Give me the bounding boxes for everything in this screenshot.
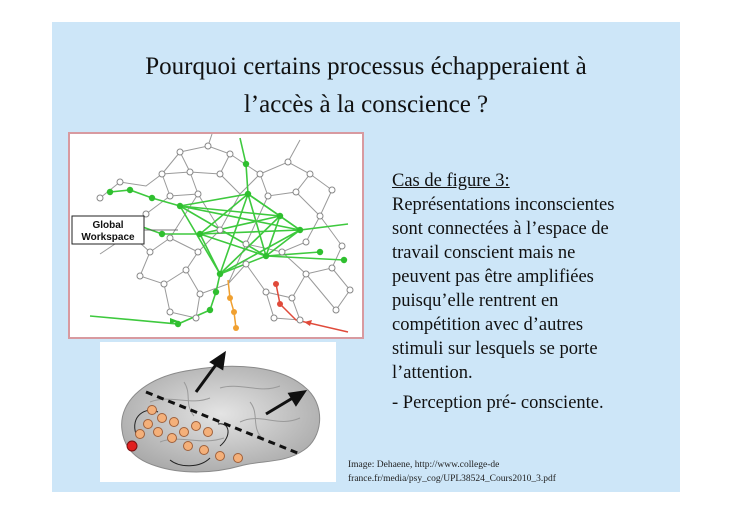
global-workspace-label-line-2: Workspace bbox=[81, 232, 135, 243]
slide bbox=[52, 22, 680, 492]
caption-line-1: Image: Dehaene, http://www.college-de bbox=[348, 460, 500, 470]
body-line-1: Représentations inconscientes bbox=[392, 195, 615, 215]
body-line-6: compétition avec d’autres bbox=[392, 315, 584, 335]
body-line-8: l’attention. bbox=[392, 363, 473, 383]
orange-nodes bbox=[227, 295, 239, 331]
title-line-1: Pourquoi certains processus échapperaient à bbox=[145, 53, 587, 80]
slide-title bbox=[52, 48, 680, 124]
image-caption bbox=[348, 458, 648, 486]
brain-figure bbox=[100, 342, 336, 482]
caption-line-2: france.fr/media/psy_cog/UPL38524_Cours2010_3.pdf bbox=[348, 474, 556, 484]
body-line-4: peuvent pas être amplifiées bbox=[392, 267, 594, 287]
red-node-brain bbox=[127, 441, 137, 451]
global-workspace-network-figure bbox=[68, 132, 364, 339]
brain-diagram bbox=[100, 342, 336, 482]
global-workspace-label-line-1: Global bbox=[92, 220, 124, 231]
body-line-3: travail conscient mais ne bbox=[392, 243, 576, 263]
bullet-preconscious: - Perception pré- consciente. bbox=[392, 393, 604, 413]
body-line-2: sont connectées à l’espace de bbox=[392, 219, 609, 239]
body-line-7: stimuli sur lesquels se porte bbox=[392, 339, 598, 359]
network-diagram bbox=[70, 134, 362, 337]
orange-path bbox=[228, 280, 236, 328]
title-line-2: l’accès à la conscience ? bbox=[243, 91, 489, 118]
body-line-5: puisqu’elle rentrent en bbox=[392, 291, 559, 311]
explanation-text bbox=[392, 169, 677, 415]
case-heading: Cas de figure 3: bbox=[392, 171, 510, 191]
red-arrow-icon bbox=[304, 320, 312, 326]
